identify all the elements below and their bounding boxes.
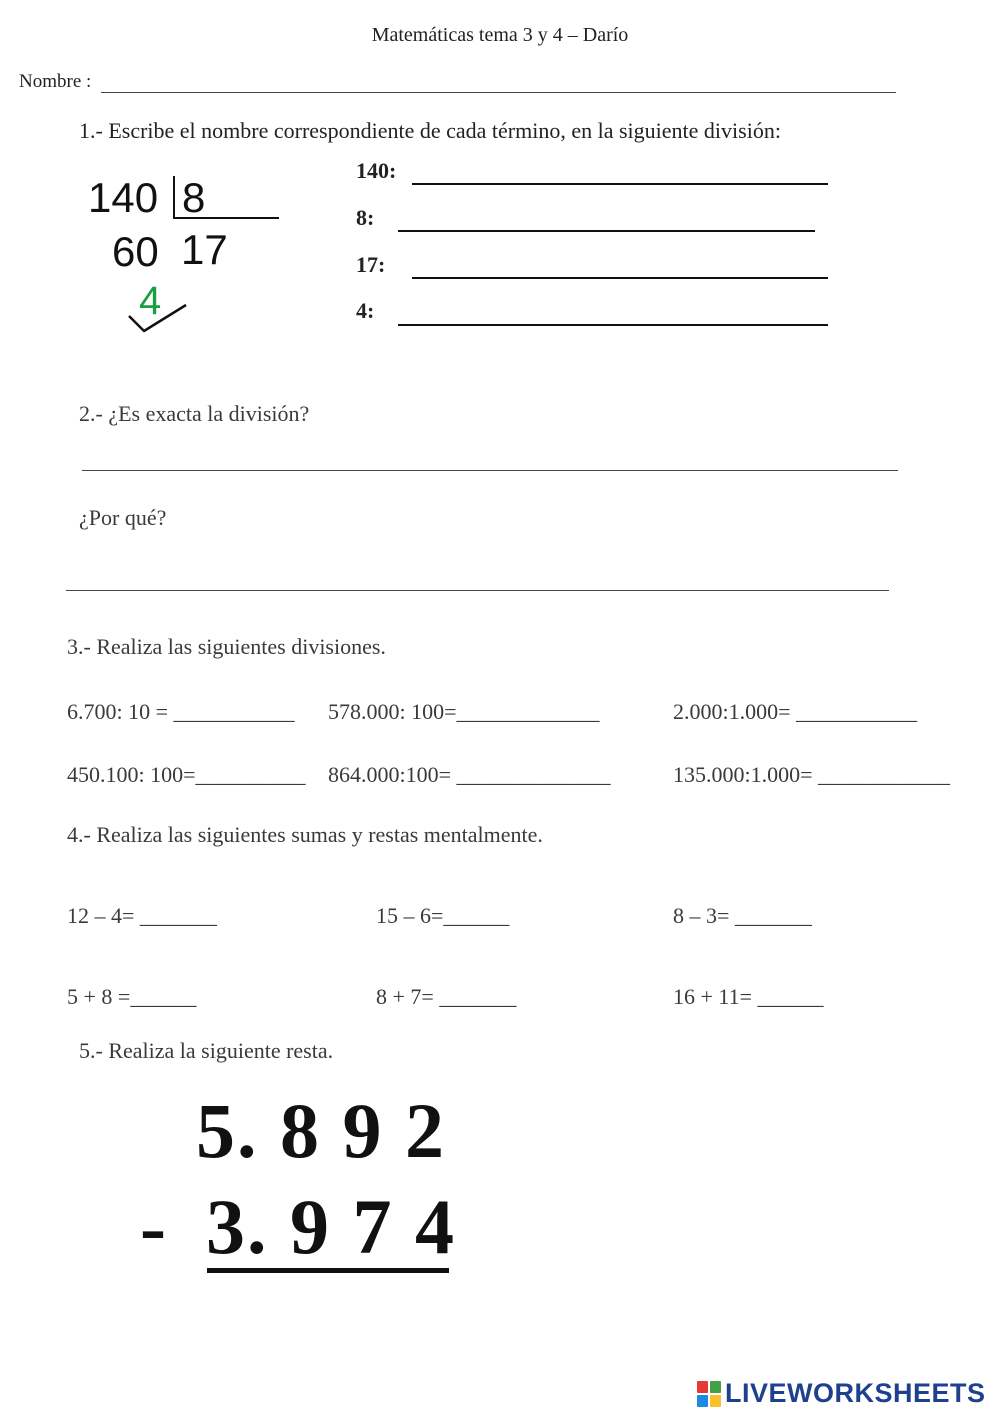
division-exercise[interactable]: 578.000: 100=_____________ xyxy=(328,699,600,724)
q2-answer-line[interactable] xyxy=(82,470,898,471)
division-exercise[interactable]: 450.100: 100=__________ xyxy=(67,762,306,787)
minus-sign: - xyxy=(140,1183,168,1270)
mental-math-exercise[interactable]: 12 – 4= _______ xyxy=(67,903,217,928)
division-exercise[interactable]: 6.700: 10 = ___________ xyxy=(67,699,295,724)
q3-prompt: 3.- Realiza las siguientes divisiones. xyxy=(67,634,386,659)
mental-math-exercise[interactable]: 15 – 6=______ xyxy=(376,903,510,928)
q2-reason-line[interactable] xyxy=(66,590,889,591)
term-label: 8: xyxy=(356,205,375,230)
name-input-line[interactable] xyxy=(101,92,896,93)
term-answer-line[interactable] xyxy=(398,230,815,232)
q4-prompt: 4.- Realiza las siguientes sumas y restas mentalmente. xyxy=(67,822,543,847)
q2-prompt: 2.- ¿Es exacta la división? xyxy=(79,401,310,426)
mental-math-exercise[interactable]: 8 – 3= _______ xyxy=(673,903,812,928)
brand-name: LIVEWORKSHEETS xyxy=(725,1378,986,1408)
division-exercise[interactable]: 2.000:1.000= ___________ xyxy=(673,699,918,724)
quotient: 17 xyxy=(181,226,228,273)
term-label: 17: xyxy=(356,252,386,277)
term-answer-line[interactable] xyxy=(398,324,828,326)
mental-math-exercise[interactable]: 5 + 8 =______ xyxy=(67,984,197,1009)
mental-math-exercise[interactable]: 16 + 11= ______ xyxy=(673,984,824,1009)
q2-followup: ¿Por qué? xyxy=(79,505,167,530)
term-label: 4: xyxy=(356,298,375,323)
division-exercise[interactable]: 135.000:1.000= ____________ xyxy=(673,762,951,787)
q1-prompt: 1.- Escribe el nombre correspondiente de cada término, en la siguiente división: xyxy=(79,118,781,143)
term-answer-line[interactable] xyxy=(412,183,828,185)
liveworksheets-logo-icon xyxy=(697,1381,721,1407)
liveworksheets-logo xyxy=(697,1378,986,1409)
division-bar xyxy=(173,176,175,218)
mental-math-exercise[interactable]: 8 + 7= _______ xyxy=(376,984,517,1009)
subtrahend: 3. 9 7 4 xyxy=(206,1183,456,1270)
divisor: 8 xyxy=(182,174,206,221)
remainder: 4 xyxy=(139,279,162,323)
term-label: 140: xyxy=(356,158,397,183)
term-answer-line[interactable] xyxy=(412,277,828,279)
name-label: Nombre : xyxy=(19,71,92,92)
minuend: 5. 8 9 2 xyxy=(196,1087,446,1174)
division-exercise[interactable]: 864.000:100= ______________ xyxy=(328,762,611,787)
remainder-check-icon xyxy=(126,298,190,338)
partial-remainder: 60 xyxy=(112,228,159,275)
result-underline xyxy=(207,1268,449,1273)
dividend: 140 xyxy=(88,174,159,221)
q5-prompt: 5.- Realiza la siguiente resta. xyxy=(79,1038,334,1063)
worksheet-title: Matemáticas tema 3 y 4 – Darío xyxy=(371,24,629,46)
